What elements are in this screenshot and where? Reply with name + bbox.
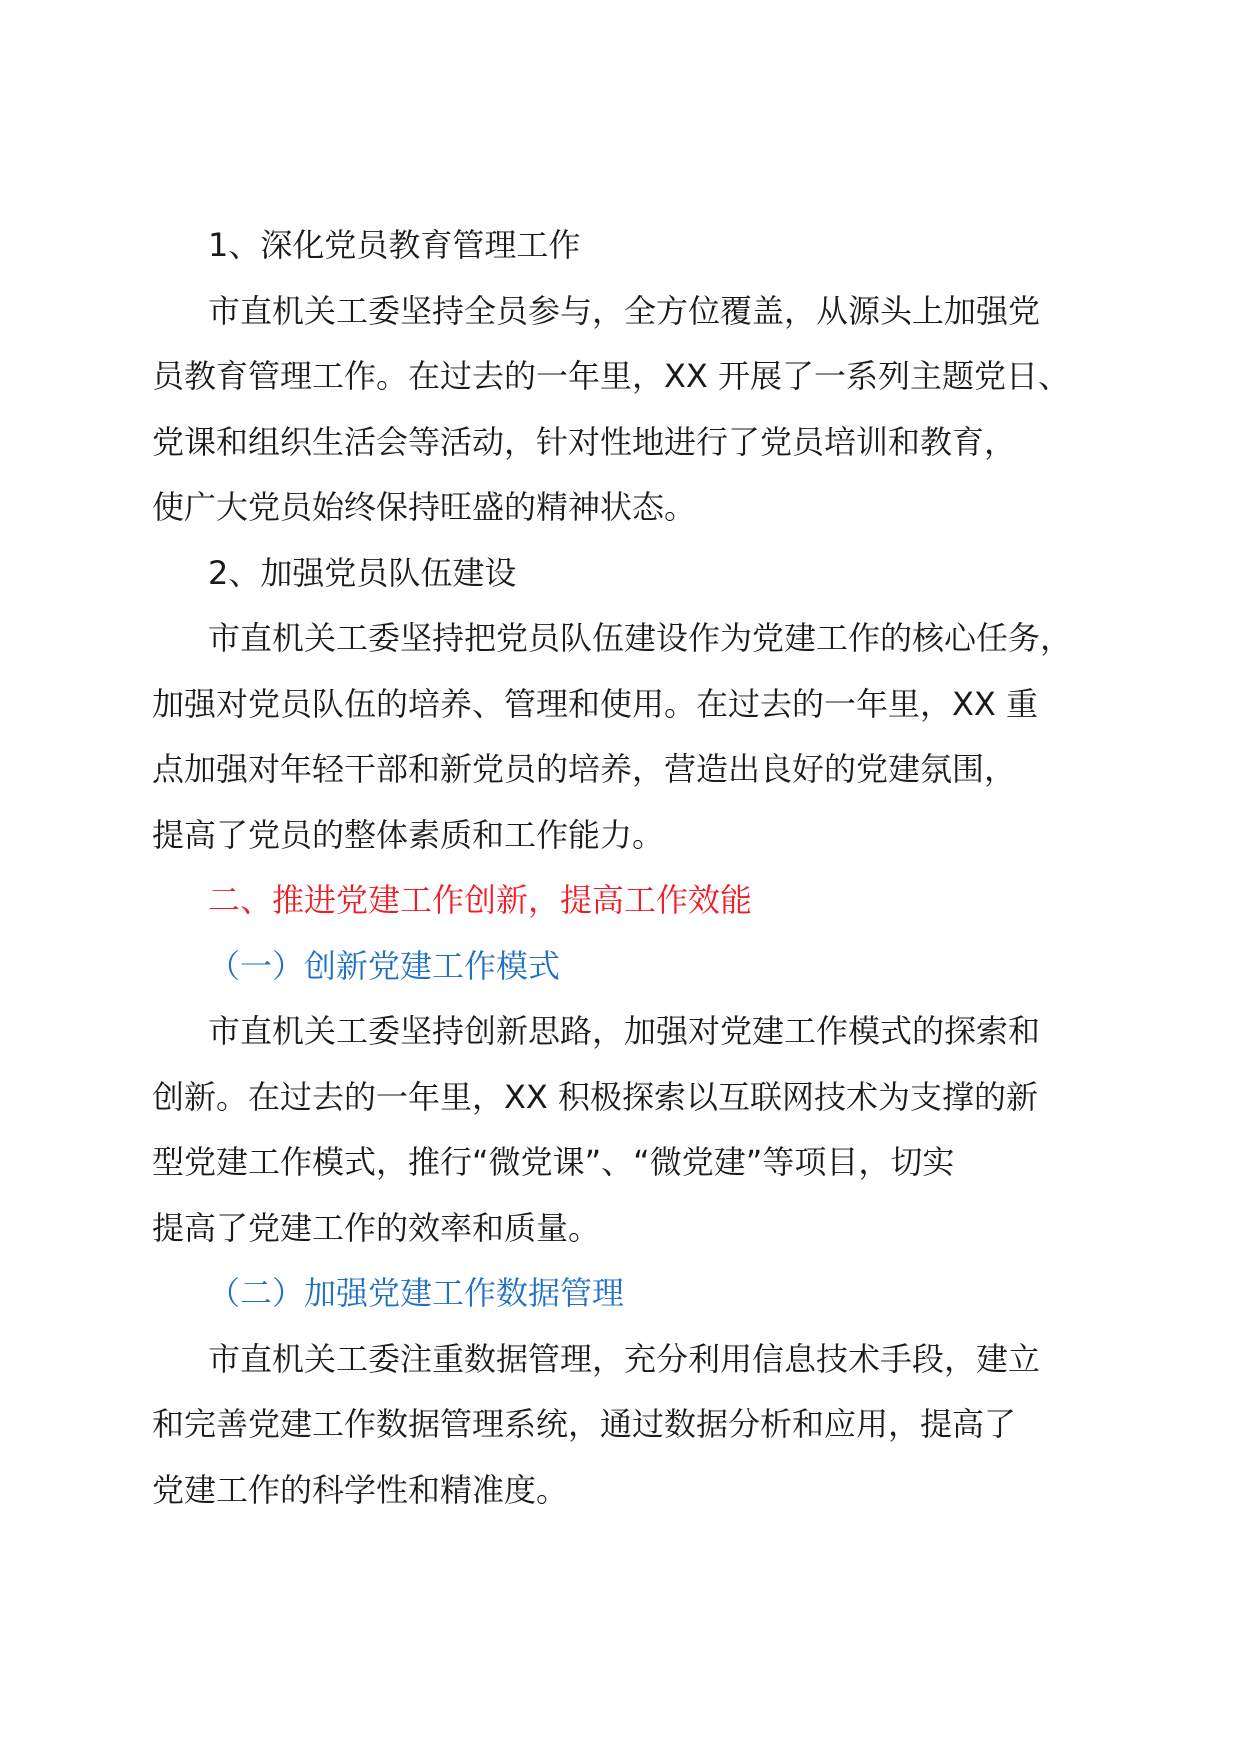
- subsection-heading-1: （一）创新党建工作模式: [208, 946, 561, 985]
- paragraph-line: 创新。在过去的一年里，XX 积极探索以互联网技术为支撑的新: [152, 1077, 1039, 1116]
- section-heading-2: 2、加强党员队伍建设: [208, 553, 517, 592]
- paragraph-line: 市直机关工委坚持把党员队伍建设作为党建工作的核心任务，: [208, 619, 1073, 657]
- paragraph-line: 党课和组织生活会等活动，针对性地进行了党员培训和教育，: [152, 422, 1017, 461]
- section-heading-1: 1、深化党员教育管理工作: [208, 226, 581, 264]
- paragraph-line: 党建工作的科学性和精准度。: [152, 1470, 569, 1509]
- document-body: [152, 213, 1092, 1523]
- paragraph-line: 和完善党建工作数据管理系统，通过数据分析和应用，提高了: [152, 1405, 1017, 1443]
- paragraph-line: 点加强对年轻干部和新党员的培养，营造出良好的党建氛围，: [152, 750, 1017, 788]
- paragraph-line: 市直机关工委注重数据管理，充分利用信息技术手段，建立: [208, 1339, 1041, 1378]
- paragraph-line: 使广大党员始终保持旺盛的精神状态。: [152, 488, 697, 526]
- paragraph-line: 提高了党建工作的效率和质量。: [152, 1208, 601, 1247]
- paragraph-line: 市直机关工委坚持创新思路，加强对党建工作模式的探索和: [208, 1012, 1041, 1050]
- subsection-heading-2: （二）加强党建工作数据管理: [208, 1274, 625, 1312]
- paragraph-line: 加强对党员队伍的培养、管理和使用。在过去的一年里，XX 重: [152, 684, 1039, 723]
- paragraph-line: 型党建工作模式，推行“微党课”、“微党建”等项目，切实: [152, 1143, 955, 1181]
- paragraph-line: 提高了党员的整体素质和工作能力。: [152, 815, 665, 854]
- paragraph-line: 市直机关工委坚持全员参与，全方位覆盖，从源头上加强党: [208, 291, 1041, 330]
- part-heading: 二、推进党建工作创新，提高工作效能: [208, 881, 753, 919]
- paragraph-line: 员教育管理工作。在过去的一年里，XX 开展了一系列主题党日、: [152, 357, 1071, 395]
